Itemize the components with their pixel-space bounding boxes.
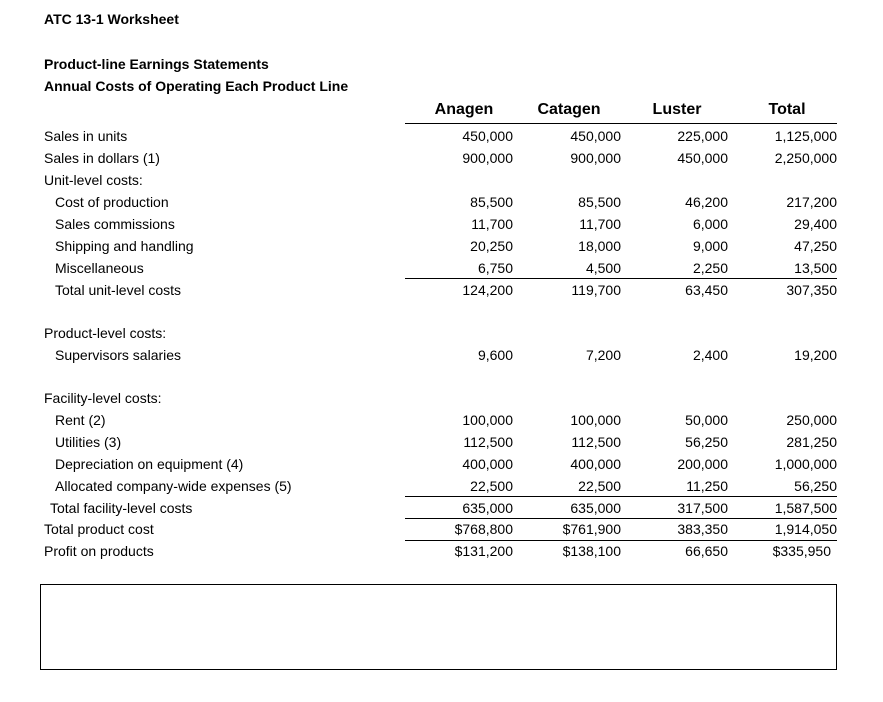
cell-commissions-catagen: 11,700 [579,216,621,232]
cell-misc-anagen: 6,750 [477,260,513,276]
subtotal-rule-facility-total [405,518,837,519]
column-header-anagen: Anagen [434,101,494,118]
column-header-luster: Luster [652,101,702,118]
cell-rent-anagen: 100,000 [462,412,513,428]
cell-total-unit-luster: 63,450 [685,282,728,298]
row-label-shipping: Shipping and handling [55,238,194,254]
cell-depreciation-anagen: 400,000 [462,456,513,472]
cell-allocated-luster: 11,250 [686,478,728,494]
row-label-profit-on-products: Profit on products [44,543,154,559]
cell-cost-production-luster: 46,200 [685,194,728,210]
statement-title: Product-line Earnings Statements [44,56,269,72]
cell-sales-units-catagen: 450,000 [570,128,621,144]
cell-total-cost-total: 1,914,050 [774,521,837,537]
cell-total-cost-luster: 383,350 [677,521,728,537]
cell-profit-catagen: $138,100 [562,543,621,559]
subtotal-rule-unit-level [405,278,837,279]
row-label-allocated-expenses: Allocated company-wide expenses (5) [55,478,292,494]
section-heading-facility-level: Facility-level costs: [44,390,162,406]
cell-shipping-catagen: 18,000 [578,238,621,254]
cell-total-facility-total: 1,587,500 [774,500,837,516]
cell-rent-catagen: 100,000 [570,412,621,428]
cell-depreciation-total: 1,000,000 [774,456,837,472]
cell-sales-units-anagen: 450,000 [462,128,513,144]
cell-shipping-total: 47,250 [794,238,837,254]
cell-total-facility-luster: 317,500 [677,500,728,516]
cell-profit-luster: 66,650 [685,543,728,559]
cell-sales-units-total: 1,125,000 [774,128,837,144]
cell-sales-units-luster: 225,000 [677,128,728,144]
cell-supervisors-luster: 2,400 [692,347,728,363]
cell-depreciation-luster: 200,000 [677,456,728,472]
cell-utilities-total: 281,250 [786,434,837,450]
cell-rent-total: 250,000 [786,412,837,428]
row-label-utilities: Utilities (3) [55,434,122,450]
subtotal-rule-facility-level [405,496,837,497]
row-label-rent: Rent (2) [55,412,106,428]
row-label-depreciation: Depreciation on equipment (4) [55,456,244,472]
cell-sales-dollars-total: 2,250,000 [774,150,837,166]
row-label-total-product-cost: Total product cost [44,521,154,537]
cell-allocated-catagen: 22,500 [578,478,621,494]
row-label-supervisors-salaries: Supervisors salaries [55,347,182,363]
cell-commissions-anagen: 11,700 [471,216,513,232]
subtotal-rule-product-cost [405,540,837,541]
cell-total-cost-catagen: $761,900 [562,521,621,537]
section-heading-product-level: Product-level costs: [44,325,167,341]
cell-cost-production-total: 217,200 [786,194,837,210]
cell-utilities-anagen: 112,500 [463,434,513,450]
row-label-cost-of-production: Cost of production [55,194,169,210]
cell-allocated-anagen: 22,500 [470,478,513,494]
cell-total-unit-catagen: 119,700 [571,282,621,298]
cell-cost-production-anagen: 85,500 [470,194,513,210]
cell-commissions-total: 29,400 [794,216,837,232]
cell-rent-luster: 50,000 [685,412,728,428]
row-label-total-facility-level: Total facility-level costs [50,500,193,516]
section-heading-unit-level: Unit-level costs: [44,172,143,188]
cell-supervisors-anagen: 9,600 [477,347,513,363]
cell-supervisors-catagen: 7,200 [585,347,621,363]
row-label-sales-dollars: Sales in dollars (1) [44,150,160,166]
statement-subtitle: Annual Costs of Operating Each Product Line [44,78,349,94]
header-underline [405,123,837,124]
cell-shipping-anagen: 20,250 [470,238,513,254]
row-label-miscellaneous: Miscellaneous [55,260,144,276]
row-label-sales-units: Sales in units [44,128,128,144]
column-header-total: Total [768,101,806,118]
cell-sales-dollars-luster: 450,000 [677,150,728,166]
cell-sales-dollars-anagen: 900,000 [462,150,513,166]
row-label-sales-commissions: Sales commissions [55,216,175,232]
cell-total-cost-anagen: $768,800 [454,521,513,537]
cell-allocated-total: 56,250 [794,478,837,494]
cell-depreciation-catagen: 400,000 [570,456,621,472]
cell-commissions-luster: 6,000 [692,216,728,232]
cell-misc-total: 13,500 [794,260,837,276]
cell-utilities-catagen: 112,500 [571,434,621,450]
cell-shipping-luster: 9,000 [692,238,728,254]
cell-total-unit-anagen: 124,200 [462,282,513,298]
row-label-total-unit-level: Total unit-level costs [55,282,182,298]
cell-utilities-luster: 56,250 [685,434,728,450]
cell-profit-anagen: $131,200 [454,543,513,559]
cell-misc-catagen: 4,500 [585,260,621,276]
column-header-catagen: Catagen [537,101,601,118]
cell-total-unit-total: 307,350 [786,282,837,298]
cell-total-facility-catagen: 635,000 [570,500,621,516]
cell-misc-luster: 2,250 [692,260,728,276]
cell-supervisors-total: 19,200 [794,347,837,363]
cell-profit-total: $335,950 [772,543,831,559]
cell-total-facility-anagen: 635,000 [462,500,513,516]
cell-cost-production-catagen: 85,500 [578,194,621,210]
cell-sales-dollars-catagen: 900,000 [570,150,621,166]
answer-text-box[interactable] [40,584,837,670]
worksheet-title: ATC 13-1 Worksheet [44,11,179,27]
